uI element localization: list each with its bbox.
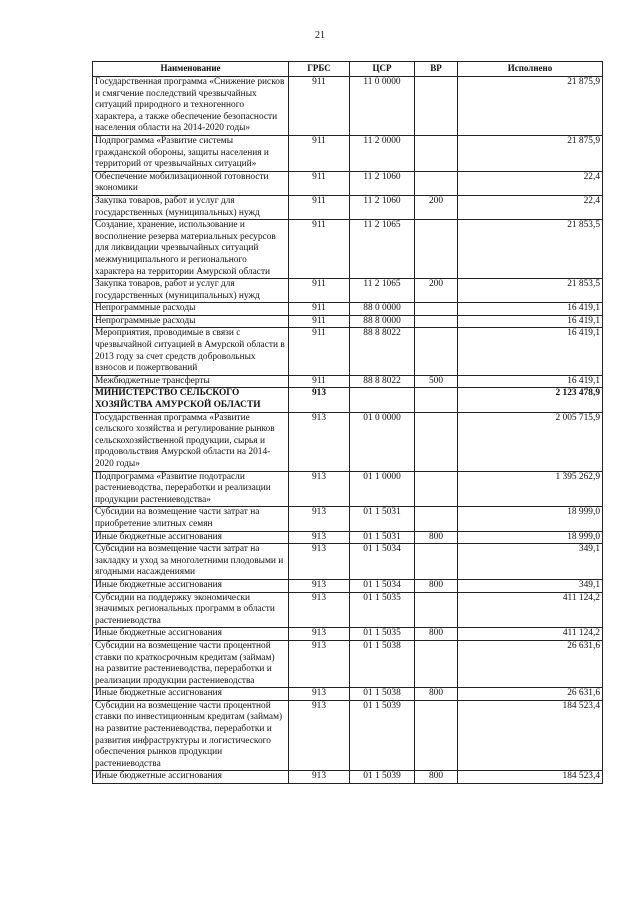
- row-vr: 800: [415, 628, 458, 641]
- row-name: Субсидии на возмещение части процентной ставки по инвестиционным кредитам (займам) на развитие растениеводства, переработки и развития инфраструктуры и логистического обеспечения рынков продукции растениеводства: [93, 700, 289, 771]
- row-executed: 2 005 715,9: [458, 412, 603, 471]
- row-executed: 18 999,0: [458, 531, 603, 544]
- row-executed: 22,4: [458, 171, 603, 195]
- row-name: Иные бюджетные ассигнования: [93, 771, 289, 784]
- row-name: Государственная программа «Развитие сельского хозяйства и регулирование рынков сельскохозяйственной продукции, сырья и продовольствия Амурской области на 2014-2020 годы»: [93, 412, 289, 471]
- row-name: Подпрограмма «Развитие подотрасли растениеводства, переработки и реализации продукции растениеводства»: [93, 471, 289, 507]
- row-vr: [415, 640, 458, 687]
- row-vr: 800: [415, 579, 458, 592]
- row-grbs: 913: [289, 531, 350, 544]
- table-row: [93, 135, 603, 171]
- row-grbs: 913: [289, 628, 350, 641]
- row-executed: 16 419,1: [458, 303, 603, 316]
- row-csr: 11 2 1060: [350, 171, 415, 195]
- row-executed: 1 395 262,9: [458, 471, 603, 507]
- row-name: Подпрограмма «Развитие системы гражданской обороны, защиты населения и территорий от чрезвычайных ситуаций»: [93, 135, 289, 171]
- row-name: Непрограммные расходы: [93, 303, 289, 316]
- row-grbs: 913: [289, 700, 350, 771]
- row-csr: 01 0 0000: [350, 412, 415, 471]
- row-grbs: 911: [289, 220, 350, 279]
- row-vr: 200: [415, 195, 458, 219]
- row-grbs: 911: [289, 77, 350, 136]
- row-grbs: 911: [289, 303, 350, 316]
- table-row: [93, 388, 603, 412]
- header-vr: ВР: [415, 62, 458, 77]
- table-row: [93, 531, 603, 544]
- table-row: [93, 171, 603, 195]
- row-name: МИНИСТЕРСТВО СЕЛЬСКОГО ХОЗЯЙСТВА АМУРСКОЙ ОБЛАСТИ: [93, 388, 289, 412]
- row-csr: 11 2 1060: [350, 195, 415, 219]
- row-name: Межбюджетные трансферты: [93, 375, 289, 388]
- row-name: Закупка товаров, работ и услуг для государственных (муниципальных) нужд: [93, 279, 289, 303]
- row-vr: [415, 592, 458, 628]
- row-csr: 01 1 5034: [350, 579, 415, 592]
- table-row: [93, 375, 603, 388]
- row-grbs: 911: [289, 375, 350, 388]
- row-vr: [415, 315, 458, 328]
- row-grbs: 911: [289, 315, 350, 328]
- row-vr: [415, 135, 458, 171]
- row-name: Субсидии на поддержку экономически значимых региональных программ в области растениеводства: [93, 592, 289, 628]
- row-vr: [415, 412, 458, 471]
- header-grbs: ГРБС: [289, 62, 350, 77]
- row-vr: [415, 388, 458, 412]
- row-executed: 26 631,6: [458, 688, 603, 701]
- row-executed: 349,1: [458, 579, 603, 592]
- row-name: Иные бюджетные ассигнования: [93, 531, 289, 544]
- table-row: [93, 700, 603, 771]
- table-header-row: [93, 62, 603, 77]
- row-executed: 184 523,4: [458, 771, 603, 784]
- row-csr: 01 1 5035: [350, 628, 415, 641]
- row-name: Иные бюджетные ассигнования: [93, 628, 289, 641]
- row-name: Субсидии на возмещение части процентной ставки по краткосрочным кредитам (займам) на развитие растениеводства, переработки и реализации продукции растениеводства: [93, 640, 289, 687]
- table-row: [93, 507, 603, 531]
- row-name: Закупка товаров, работ и услуг для государственных (муниципальных) нужд: [93, 195, 289, 219]
- row-csr: 88 8 0000: [350, 315, 415, 328]
- table-row: [93, 328, 603, 375]
- row-name: Субсидии на возмещение части затрат на приобретение элитных семян: [93, 507, 289, 531]
- row-csr: 88 8 8022: [350, 328, 415, 375]
- budget-execution-table: [92, 61, 603, 784]
- row-csr: 01 1 5035: [350, 592, 415, 628]
- row-name: Непрограммные расходы: [93, 315, 289, 328]
- row-csr: 01 1 5038: [350, 688, 415, 701]
- row-csr: 11 2 1065: [350, 279, 415, 303]
- row-name: Субсидии на возмещение части затрат на закладку и уход за многолетними плодовыми и ягодными насаждениями: [93, 544, 289, 580]
- row-executed: 26 631,6: [458, 640, 603, 687]
- table-row: [93, 628, 603, 641]
- row-executed: 18 999,0: [458, 507, 603, 531]
- table-row: [93, 471, 603, 507]
- table-row: [93, 195, 603, 219]
- table-row: [93, 303, 603, 316]
- row-grbs: 911: [289, 328, 350, 375]
- row-executed: 2 123 478,9: [458, 388, 603, 412]
- row-executed: 411 124,2: [458, 592, 603, 628]
- row-csr: 88 8 8022: [350, 375, 415, 388]
- row-name: Иные бюджетные ассигнования: [93, 688, 289, 701]
- row-vr: 500: [415, 375, 458, 388]
- table-row: [93, 592, 603, 628]
- table-row: [93, 688, 603, 701]
- row-csr: 01 1 5031: [350, 531, 415, 544]
- row-executed: 22,4: [458, 195, 603, 219]
- row-vr: 800: [415, 771, 458, 784]
- row-grbs: 913: [289, 771, 350, 784]
- table-row: [93, 640, 603, 687]
- row-vr: 800: [415, 531, 458, 544]
- header-csr: ЦСР: [350, 62, 415, 77]
- row-grbs: 913: [289, 471, 350, 507]
- row-csr: 11 0 0000: [350, 77, 415, 136]
- row-executed: 21 875,9: [458, 77, 603, 136]
- row-vr: [415, 303, 458, 316]
- row-grbs: 913: [289, 544, 350, 580]
- row-csr: 01 1 5038: [350, 640, 415, 687]
- table-row: [93, 412, 603, 471]
- row-vr: [415, 544, 458, 580]
- row-csr: 11 2 1065: [350, 220, 415, 279]
- row-vr: [415, 171, 458, 195]
- row-vr: [415, 700, 458, 771]
- table-row: [93, 77, 603, 136]
- row-csr: 01 1 5039: [350, 700, 415, 771]
- row-grbs: 913: [289, 507, 350, 531]
- row-name: Иные бюджетные ассигнования: [93, 579, 289, 592]
- row-executed: 21 853,5: [458, 220, 603, 279]
- row-name: Создание, хранение, использование и восполнение резерва материальных ресурсов для ликвидации чрезвычайных ситуаций межмуниципального и регионального характера на территории Амурской области: [93, 220, 289, 279]
- row-csr: [350, 388, 415, 412]
- row-csr: 01 1 0000: [350, 471, 415, 507]
- header-name: Наименование: [93, 62, 289, 77]
- row-csr: 01 1 5039: [350, 771, 415, 784]
- row-grbs: 911: [289, 135, 350, 171]
- row-vr: 200: [415, 279, 458, 303]
- row-executed: 184 523,4: [458, 700, 603, 771]
- row-name: Государственная программа «Снижение рисков и смягчение последствий чрезвычайных ситуаций природного и техногенного характера, а также обеспечение безопасности населения области на 2014-2020 годы»: [93, 77, 289, 136]
- row-name: Обеспечение мобилизационной готовности экономики: [93, 171, 289, 195]
- header-executed: Исполнено: [458, 62, 603, 77]
- table-row: [93, 579, 603, 592]
- row-executed: 21 853,5: [458, 279, 603, 303]
- row-vr: [415, 77, 458, 136]
- row-vr: [415, 328, 458, 375]
- row-vr: 800: [415, 688, 458, 701]
- row-grbs: 913: [289, 592, 350, 628]
- row-executed: 349,1: [458, 544, 603, 580]
- table-row: [93, 544, 603, 580]
- row-executed: 16 419,1: [458, 375, 603, 388]
- row-vr: [415, 220, 458, 279]
- table-row: [93, 220, 603, 279]
- row-grbs: 913: [289, 688, 350, 701]
- row-executed: 16 419,1: [458, 315, 603, 328]
- row-grbs: 913: [289, 579, 350, 592]
- row-vr: [415, 507, 458, 531]
- row-vr: [415, 471, 458, 507]
- page-number: 21: [315, 30, 325, 41]
- table-row: [93, 315, 603, 328]
- row-grbs: 913: [289, 388, 350, 412]
- row-csr: 88 0 0000: [350, 303, 415, 316]
- row-grbs: 911: [289, 195, 350, 219]
- row-grbs: 913: [289, 412, 350, 471]
- row-grbs: 911: [289, 171, 350, 195]
- row-csr: 01 1 5031: [350, 507, 415, 531]
- row-grbs: 913: [289, 640, 350, 687]
- row-executed: 21 875,9: [458, 135, 603, 171]
- row-csr: 01 1 5034: [350, 544, 415, 580]
- row-executed: 16 419,1: [458, 328, 603, 375]
- row-csr: 11 2 0000: [350, 135, 415, 171]
- row-executed: 411 124,2: [458, 628, 603, 641]
- row-name: Мероприятия, проводимые в связи с чрезвычайной ситуацией в Амурской области в 2013 году за счет средств добровольных взносов и пожертвований: [93, 328, 289, 375]
- row-grbs: 911: [289, 279, 350, 303]
- table-row: [93, 771, 603, 784]
- table-row: [93, 279, 603, 303]
